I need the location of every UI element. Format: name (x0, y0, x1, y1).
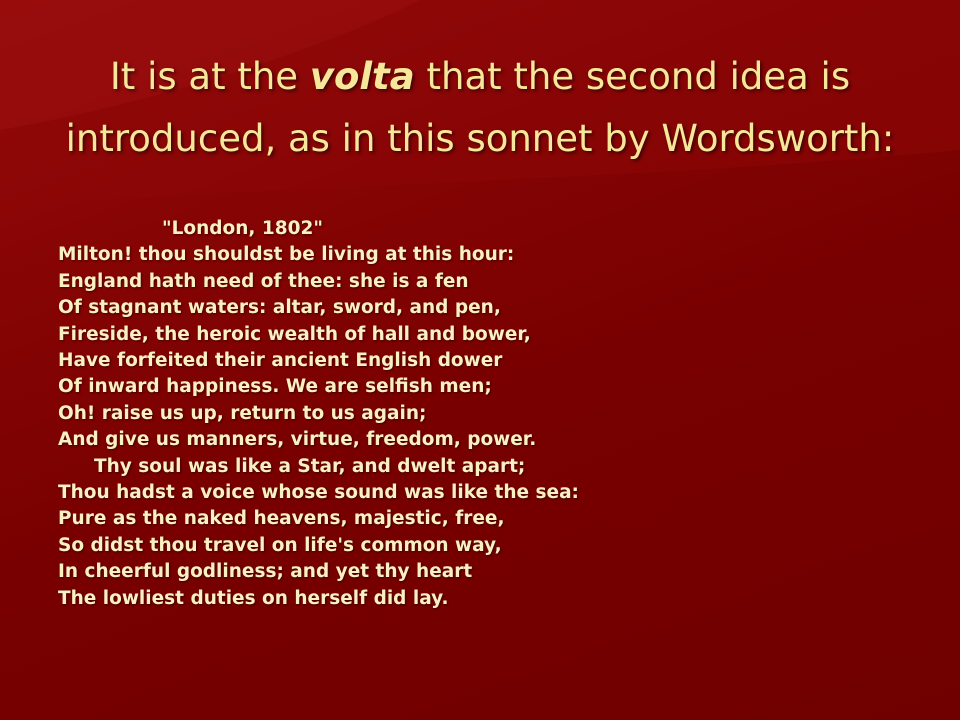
poem-block (58, 216, 878, 612)
poem-line: So didst thou travel on life's common way, (58, 534, 502, 556)
title-text-start: It is at the (109, 55, 310, 98)
slide-title (20, 46, 940, 170)
poem-heading: "London, 1802" (162, 218, 324, 239)
poem-line: Of stagnant waters: altar, sword, and pen, (58, 297, 501, 319)
poem-line: Of inward happiness. We are selfish men; (58, 376, 492, 398)
poem-line-volta: Thy soul was like a Star, and dwelt apart; (94, 455, 526, 477)
poem-line: England hath need of thee: she is a fen (58, 270, 469, 292)
poem-line: The lowliest duties on herself did lay. (58, 587, 449, 609)
title-italic-word: volta (309, 55, 415, 98)
poem-line: Fireside, the heroic wealth of hall and bower, (58, 323, 531, 345)
poem-line: In cheerful godliness; and yet thy heart (58, 561, 473, 583)
poem-line: Oh! raise us up, return to us again; (58, 402, 427, 424)
title-text-end: that the second idea is introduced, as in this sonnet by Wordsworth: (65, 55, 895, 160)
poem-line: Thou hadst a voice whose sound was like the sea: (58, 482, 579, 504)
poem-line: And give us manners, virtue, freedom, power. (58, 429, 537, 451)
poem-line: Have forfeited their ancient English dower (58, 350, 503, 372)
poem-line: Pure as the naked heavens, majestic, free, (58, 508, 505, 530)
poem-line: Milton! thou shouldst be living at this hour: (58, 244, 515, 266)
